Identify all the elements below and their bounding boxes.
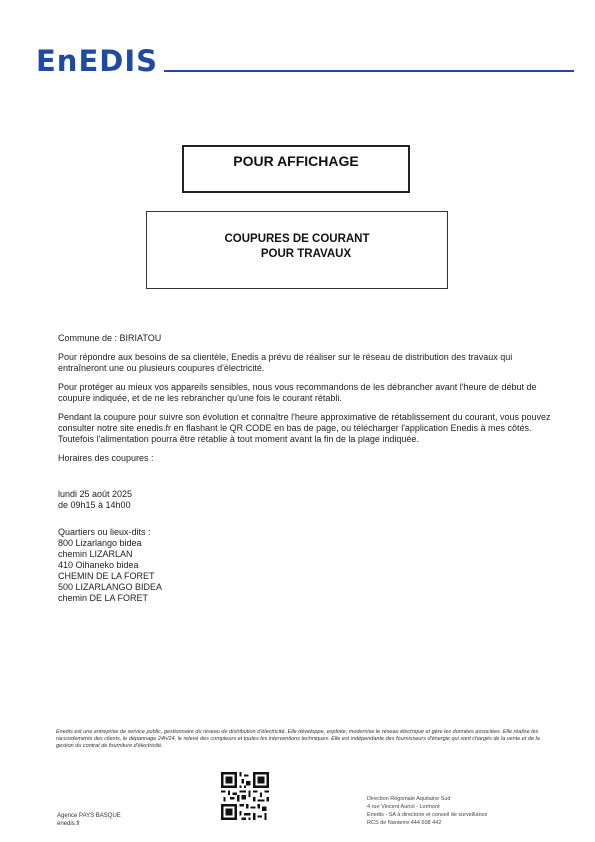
paragraph-protection: Pour protéger au mieux vos appareils sensibles, nous vous recommandons de les débrancher avant l'heure de début de coupure indiquée, et de ne les rebrancher qu'une fois le courant rétabli. <box>58 382 537 403</box>
schedule-date: lundi 25 août 2025 <box>58 489 133 499</box>
header-rule <box>164 70 574 72</box>
district-item: 800 Lizarlango bidea <box>58 538 142 548</box>
enedis-logo: EnEDIS <box>36 44 159 78</box>
agency-name: Agence PAYS BASQUE <box>57 813 121 819</box>
address-line: RCS de Nanterre 444 608 442 <box>367 820 442 826</box>
address-line: Direction Régionale Aquitaine Sud <box>367 796 451 802</box>
paragraph-intro: Pour répondre aux besoins de sa clientèle, Enedis a prévu de réaliser sur le réseau de distribution des travaux qui entraîneront une ou plusieurs coupures d'électricité. <box>58 352 513 373</box>
footer-legal-text: Enedis est une entreprise de service public, gestionnaire du réseau de distribution d'électricité. Elle développe, exploite, modernise le réseau électrique et gère les données associées. Elle réalise les raccordements des clients, le dépannage 24h/24, le relevé des compteurs et toutes les interventions techniques. Elle est indépendante des fournisseurs d'énergie qui sont chargés de la vente et de la gestion du contrat de fourniture d'électricité. <box>56 729 540 749</box>
districts-label: Quartiers ou lieux-dits : <box>58 527 151 537</box>
schedule-block <box>58 489 132 511</box>
notice-subtitle-line1: COUPURES DE COURANT <box>224 233 370 245</box>
district-item: chemin LIZARLAN <box>58 549 133 559</box>
footer-agency <box>57 812 121 828</box>
schedule-time: de 09h15 à 14h00 <box>58 500 131 510</box>
footer-address <box>367 795 567 827</box>
notice-title-box <box>182 145 410 193</box>
hours-label: Horaires des coupures : <box>58 453 154 463</box>
district-item: 500 LIZARLANGO BIDEA <box>58 582 163 592</box>
district-item: CHEMIN DE LA FORET <box>58 571 155 581</box>
notice-title: POUR AFFICHAGE <box>233 153 359 169</box>
district-item: chemin DE LA FORET <box>58 593 149 603</box>
qr-code[interactable] <box>221 772 269 820</box>
districts-block <box>58 527 162 604</box>
agency-site[interactable]: enedis.fr <box>57 821 81 827</box>
notice-subtitle-box <box>146 211 448 289</box>
address-line: 4 rue Vincent Auriol - Lormont <box>367 804 440 810</box>
notice-subtitle-line2: POUR TRAVAUX <box>260 248 352 260</box>
commune-line: Commune de : BIRIATOU <box>58 333 162 343</box>
notice-body <box>58 333 560 472</box>
district-item: 410 Oihaneko bidea <box>58 560 139 570</box>
address-line: Enedis - SA à directoire et conseil de surveillance <box>367 812 488 818</box>
paragraph-tracking: Pendant la coupure pour suivre son évolution et connaître l'heure approximative de rétablissement du courant, vous pouvez consulter notre site enedis.fr en flashant le QR CODE en bas de page, ou télécharger l'application Enedis à mes côtés. Toutefois l'alimentation pourra être rétablie à tout moment avant la fin de la plage indiquée. <box>58 412 551 444</box>
